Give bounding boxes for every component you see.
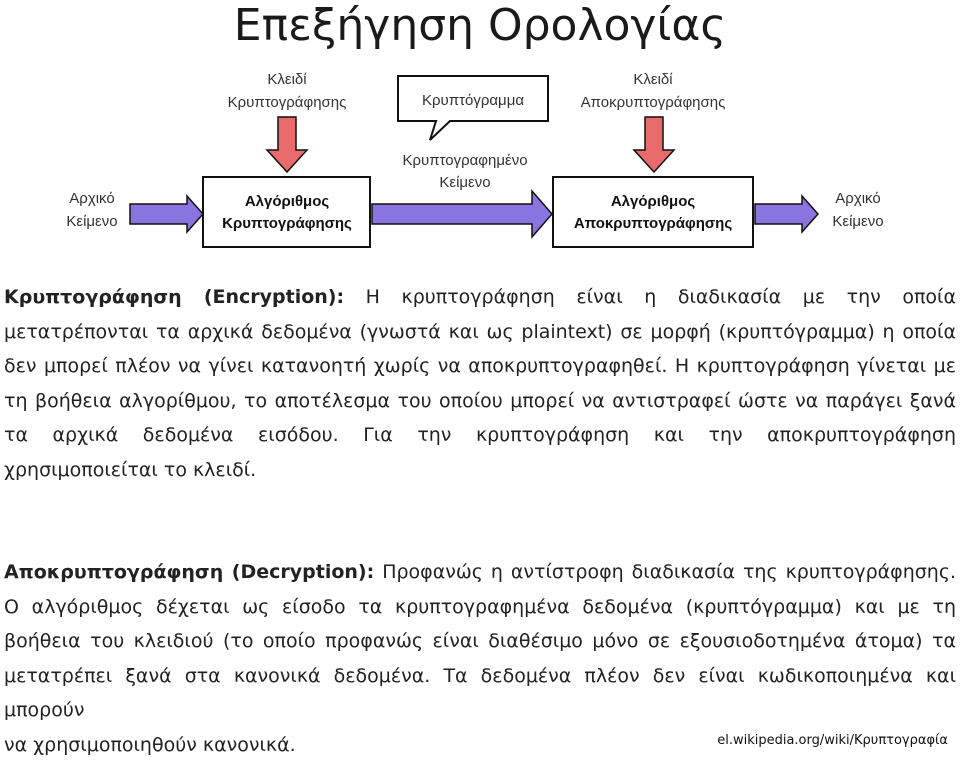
dec-box-line2: Αποκρυπτογράφησης bbox=[573, 215, 733, 232]
dec-key-label-line1: Κλειδί bbox=[633, 71, 673, 88]
decryption-term: Αποκρυπτογράφηση (Decryption): bbox=[4, 561, 375, 583]
decryption-algorithm-box bbox=[553, 177, 753, 247]
plaintext-in-label-line2: Κείμενο bbox=[66, 213, 118, 230]
dec-key-arrow bbox=[634, 117, 674, 172]
encryption-text: Η κρυπτογράφηση είναι η διαδικασία με την οποία μετατρέπονται τα αρχικά δεδομένα (γνωστά και ως plaintext) σε μορφή (κρυπτόγραμμα) η οποία δεν μπορεί πλέον να γίνει κατανοητή χωρίς να αποκρυπτογραφηθεί. Η κρυπτογράφηση γίνεται με τη βοήθεια αλγορίθμου, το αποτέλεσμα του οποίου μπορεί να αντιστραφεί ώστε να παράγει ξανά τα αρχικά δεδομένα εισόδου. Για την κρυπτογράφηση και την αποκρυπτογράφηση bbox=[4, 286, 956, 447]
encryption-term: Κρυπτογράφηση (Encryption): bbox=[4, 286, 345, 308]
enc-box-line1: Αλγόριθμος bbox=[244, 193, 330, 210]
callout-label: Κρυπτόγραμμα bbox=[421, 92, 525, 109]
output-flow-arrow bbox=[755, 196, 818, 232]
plaintext-out-label-line1: Αρχικό bbox=[835, 190, 881, 207]
plaintext-out-label-line2: Κείμενο bbox=[832, 213, 884, 230]
dec-box-line1: Αλγόριθμος bbox=[610, 193, 696, 210]
ciphertext-flow-arrow bbox=[372, 191, 552, 237]
decryption-definition bbox=[4, 555, 956, 763]
input-flow-arrow bbox=[130, 196, 203, 232]
encryption-definition bbox=[4, 280, 956, 488]
encryption-algorithm-box bbox=[203, 177, 370, 247]
page-title: Επεξήγηση Ορολογίας bbox=[233, 0, 727, 51]
encryption-diagram bbox=[0, 0, 960, 260]
ciphertext-callout bbox=[398, 76, 548, 140]
source-link[interactable]: el.wikipedia.org/wiki/Κρυπτογραφία bbox=[717, 733, 948, 748]
plaintext-in-label-line1: Αρχικό bbox=[69, 190, 115, 207]
enc-key-arrow bbox=[267, 117, 307, 172]
cipher-text-label-line2: Κείμενο bbox=[439, 174, 491, 191]
enc-key-label-line1: Κλειδί bbox=[267, 71, 307, 88]
dec-key-label-line2: Αποκρυπτογράφησης bbox=[580, 94, 726, 111]
enc-key-label-line2: Κρυπτογράφησης bbox=[227, 94, 347, 111]
enc-box-line2: Κρυπτογράφησης bbox=[222, 215, 352, 232]
decryption-text-last: να χρησιμοποιηθούν κανονικά. bbox=[4, 733, 296, 756]
encryption-text-last: χρησιμοποιείται το κλειδί. bbox=[4, 458, 257, 481]
cipher-text-label-line1: Κρυπτογραφημένο bbox=[402, 152, 528, 169]
decryption-text: Προφανώς η αντίστροφη διαδικασία της κρυπτογράφησης. Ο αλγόριθμος δέχεται ως είσοδο τα κρυπτογραφημένα δεδομένα (κρυπτόγραμμα) και με τη βοήθεια του κλειδιού (το οποίο προφανώς είναι διαθέσιμο μόνο σε εξουσιοδοτημένα άτομα) τα μετατρέπει ξανά στα κανονικά δεδομένα. Τα δεδομένα πλέον δεν είναι κωδικοποιημένα και μπορούν bbox=[4, 561, 957, 722]
